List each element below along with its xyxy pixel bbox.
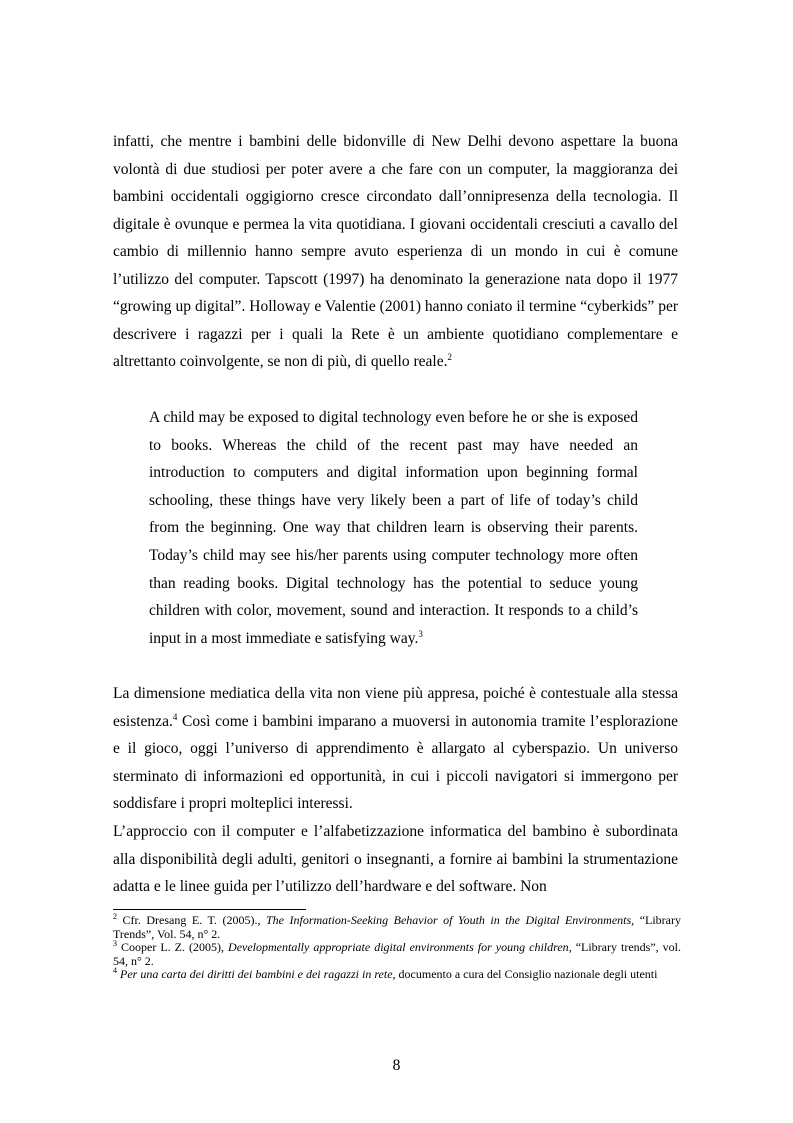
page-number: 8 bbox=[392, 1057, 401, 1074]
footnote-source: , documento a cura del Consiglio nazionale degli utenti bbox=[392, 967, 658, 982]
footnote-2 bbox=[113, 914, 681, 941]
footnote-title: Developmentally appropriate digital environments for young children bbox=[224, 940, 569, 955]
footnote-number: 3 bbox=[113, 939, 117, 949]
footnote-source: , “Library trends”, vol. 54, n° 2. bbox=[113, 940, 682, 968]
quote-text: A child may be exposed to digital technology even before he or she is exposed to books. Whereas the child of the recent past may have needed an introduction to computers and digital information upon beginning formal schooling, these things have very likely been a part of life of today’s child from the beginning. One way that children learn is observing their parents. Today’s child may see his/her parents using computer technology more often than reading books. Digital technology has the potential to seduce young children with color, movement, sound and interaction. It responds to a child’s input in a most immediate e satisfying way. bbox=[149, 409, 638, 647]
paragraph-text: L’approccio con il computer e l’alfabetizzazione informatica del bambino è subordinata alla disponibilità degli adulti, genitori o insegnanti, a fornire ai bambini la strumentazione adatta e le linee guida per l’utilizzo dell’hardware e del software. Non bbox=[113, 823, 678, 895]
paragraph-text: infatti, che mentre i bambini delle bidonville di New Delhi devono aspettare la buona volontà di due studiosi per poter avere a che fare con un computer, la maggioranza dei bambini occidentali oggigiorno cresce circondato dall’onnipresenza della tecnologia. Il digitale è ovunque e permea la vita quotidiana. I giovani occidentali cresciuti a cavallo del cambio di millennio hanno sempre avuto esperienza di un mondo in cui è comune l’utilizzo del computer. Tapscott (1997) ha denominato la generazione nata dopo il 1977 “growing up digital”. Holloway e Valentie (2001) hanno coniato il termine “cyberkids” per descrivere i ragazzi per i quali la Rete è un ambiente quotidiano complementare e altrettanto coinvolgente, se non di più, di quello reale. bbox=[113, 133, 678, 370]
body-paragraph-3 bbox=[113, 818, 678, 901]
body-paragraph-1 bbox=[113, 128, 678, 376]
footnote-number: 2 bbox=[113, 912, 117, 921]
footnote-divider bbox=[113, 909, 306, 910]
footnote-ref-2[interactable]: 2 bbox=[447, 351, 452, 362]
footnote-source: “Library Trends”, Vol. 54, n° 2. bbox=[113, 913, 681, 941]
footnote-title: The Information-Seeking Behavior of Youth in the Digital Environments, bbox=[260, 913, 635, 927]
footnote-author: Cooper L. Z. (2005), bbox=[117, 940, 225, 955]
footnote-ref-4[interactable]: 4 bbox=[172, 711, 178, 722]
block-quote bbox=[149, 404, 638, 652]
footnote-number: 4 bbox=[113, 966, 117, 976]
footnotes bbox=[113, 914, 681, 982]
footnote-4 bbox=[113, 968, 681, 982]
footnote-ref-3[interactable]: 3 bbox=[418, 628, 423, 639]
footnote-author: Cfr. Dresang E. T. (2005)., bbox=[117, 913, 261, 927]
paragraph-text-continued: Così come i bambini imparano a muoversi in autonomia tramite l’esplorazione e il gioco, oggi l’universo di apprendimento è allargato al cyberspazio. Un universo sterminato di informazioni ed opportunità, in cui i piccoli navigatori si immergono per soddisfare i propri molteplici interessi. bbox=[113, 712, 678, 812]
paragraph-text: La dimensione mediatica della vita non viene più appresa, poiché è contestuale alla stessa esistenza. bbox=[113, 685, 678, 730]
body-paragraph-2 bbox=[113, 680, 678, 818]
footnote-3 bbox=[113, 941, 681, 968]
footnote-title: Per una carta dei diritti dei bambini e dei ragazzi in rete bbox=[120, 967, 393, 982]
